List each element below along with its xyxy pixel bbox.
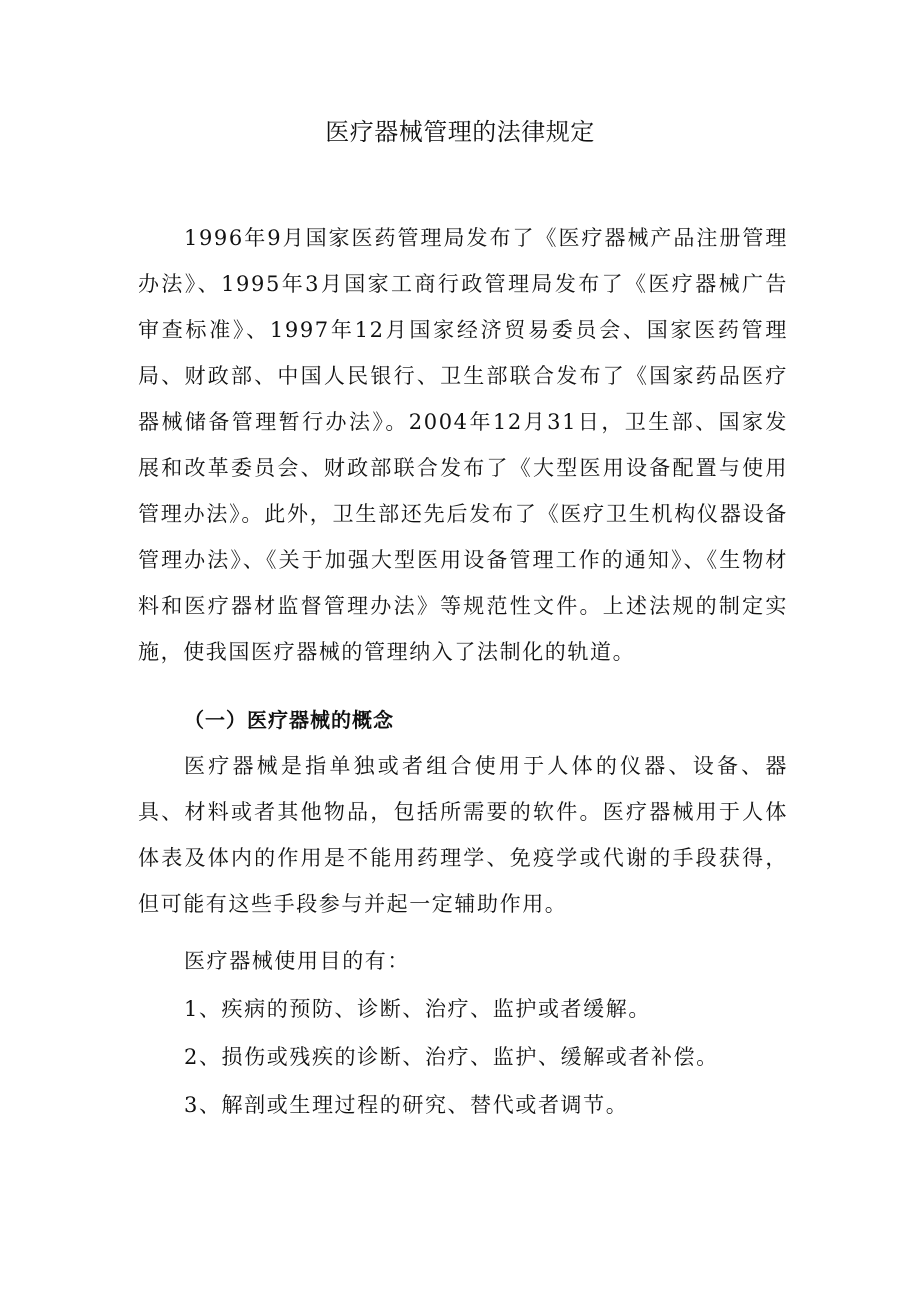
- purpose-intro: 医疗器械使用目的有：: [184, 949, 410, 973]
- purpose-item-2: 2、损伤或残疾的诊断、治疗、监护、缓解或者补偿。: [184, 1045, 719, 1069]
- purpose-item-1: 1、疾病的预防、诊断、治疗、监护或者缓解。: [184, 997, 651, 1021]
- document-title: 医疗器械管理的法律规定: [325, 118, 595, 146]
- section-heading: （一）医疗器械的概念: [184, 708, 394, 732]
- definition-paragraph: 医疗器械是指单独或者组合使用于人体的仪器、设备、器具、材料或者其他物品，包括所需要的软件。医疗器械用于人体体表及体内的作用是不能用药理学、免疫学或代谢的手段获得，但可能有这些手段参与并起一定辅助作用。: [138, 754, 788, 916]
- purpose-item-3: 3、解剖或生理过程的研究、替代或者调节。: [184, 1093, 629, 1117]
- intro-paragraph: 1996年9月国家医药管理局发布了《医疗器械产品注册管理办法》、1995年3月国家工商行政管理局发布了《医疗器械广告审查标准》、1997年12月国家经济贸易委员会、国家医药管理局、财政部、中国人民银行、卫生部联合发布了《国家药品医疗器械储备管理暂行办法》。2004年12月31日，卫生部、国家发展和改革委员会、财政部联合发布了《大型医用设备配置与使用管理办法》。此外，卫生部还先后发布了《医疗卫生机构仪器设备管理办法》、《关于加强大型医用设备管理工作的通知》、《生物材料和医疗器材监督管理办法》等规范性文件。上述法规的制定实施，使我国医疗器械的管理纳入了法制化的轨道。: [138, 226, 788, 664]
